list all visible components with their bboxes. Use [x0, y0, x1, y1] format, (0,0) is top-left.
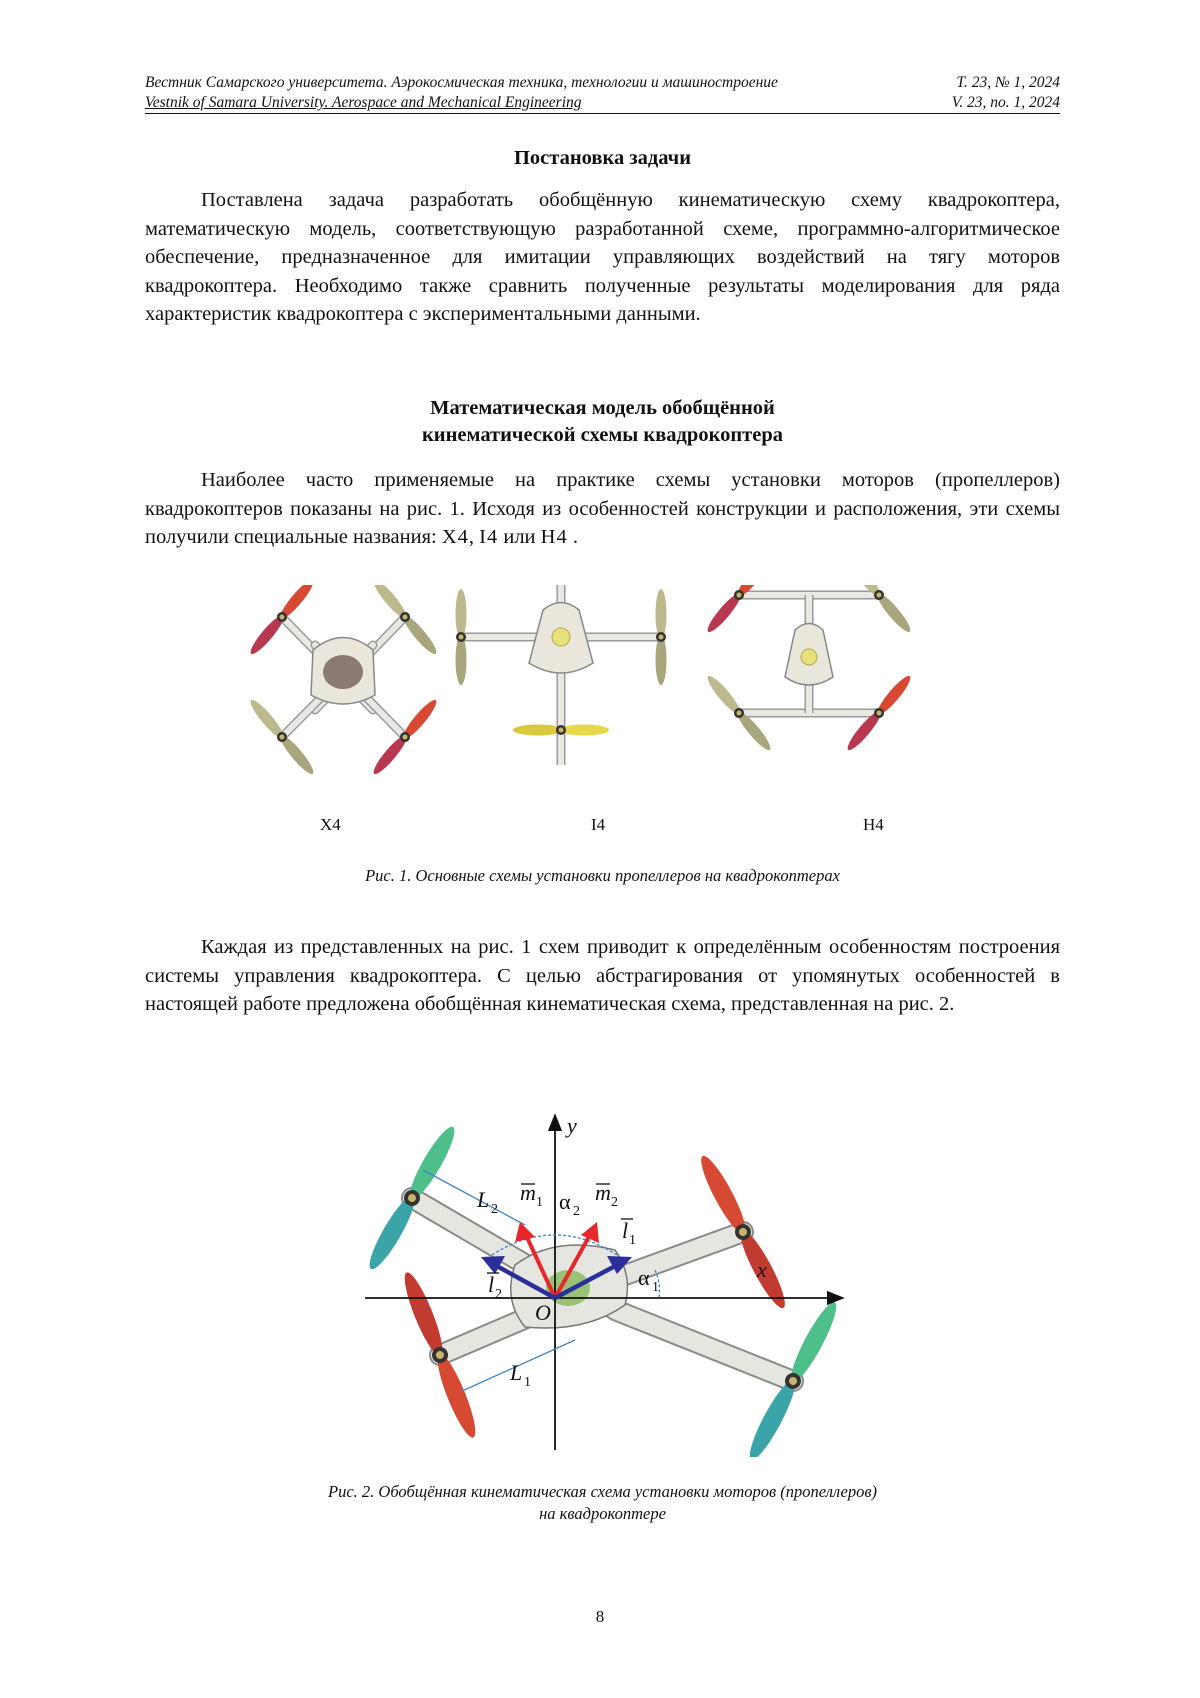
page-number: 8: [595, 1607, 605, 1626]
or-word: или: [498, 526, 541, 549]
figure-2-kinematic-scheme: [355, 1105, 855, 1457]
label-l1: l: [622, 1218, 629, 1243]
sentence-end: .: [567, 526, 578, 549]
label-alpha1-sub: 1: [652, 1280, 659, 1295]
x4-scheme: [247, 585, 440, 777]
label-m2-sub: 2: [611, 1195, 618, 1210]
h4-scheme: [704, 585, 914, 753]
paragraph-problem: Поставлена задача разработать обобщённую кинематическую схему квадрокоптера, математическую модель, соответствующую разработанной схеме, программно-алгоритмическое обеспечение, предназначенное для имитации управляющих воздействий на тягу моторов квадрокоптера. Необходимо также сравнить полученные результаты моделирования для ряда характеристик квадрокоптера с экспериментальными данными.: [145, 189, 1060, 326]
section-title-line1: Математическая модель обобщённой: [430, 397, 775, 419]
figure-2-caption: [145, 1481, 1060, 1525]
figure-2-caption-line1: Рис. 2. Обобщённая кинематическая схема установки моторов (пропеллеров): [328, 1482, 877, 1501]
label-alpha2: α: [559, 1189, 571, 1214]
figure-1-caption: Рис. 1. Основные схемы установки пропеллеров на квадрокоптерах: [365, 866, 840, 885]
fig1-label-i4: I4: [591, 815, 606, 834]
scheme-h4: H4: [540, 526, 568, 549]
label-alpha2-sub: 2: [573, 1204, 580, 1219]
i4-scheme: [456, 585, 667, 765]
journal-title-en: Vestnik of Samara University. Aerospace and Mechanical Engineering: [145, 94, 582, 111]
scheme-x4: X4: [441, 526, 469, 549]
label-m1: m: [520, 1180, 536, 1205]
volume-ru: Т. 23, № 1, 2024: [956, 74, 1060, 91]
label-l1-sub: 1: [629, 1233, 636, 1248]
journal-title-ru: Вестник Самарского университета. Аэрокосмическая техника, технологии и машиностроение: [145, 74, 778, 91]
label-L2: L: [477, 1187, 490, 1212]
label-l2-sub: 2: [495, 1287, 502, 1302]
section-title-model: [145, 395, 1060, 449]
label-m2: m: [595, 1180, 611, 1205]
section-title-line2: кинематической схемы квадрокоптера: [421, 424, 784, 446]
figure-1-schemes: [225, 585, 985, 820]
running-header-en: [145, 93, 1060, 114]
label-L1: L: [510, 1360, 523, 1385]
volume-en: V. 23, no. 1, 2024: [951, 94, 1060, 111]
section-title-problem: Постановка задачи: [513, 147, 692, 169]
label-L2-sub: 2: [491, 1202, 498, 1217]
scheme-i4: I4: [479, 526, 499, 549]
paragraph-schemes-text: Наиболее часто применяемые на практике схемы установки моторов (пропеллеров) квадрокоптеров показаны на рис. 1. Исходя из особенностей конструкции и расположения, эти схемы получили специальные названия:: [145, 469, 1060, 549]
fig1-label-h4: H4: [863, 815, 884, 834]
sep-1: ,: [468, 526, 480, 549]
label-L1-sub: 1: [524, 1375, 531, 1390]
label-m1-sub: 1: [536, 1195, 543, 1210]
label-origin: O: [535, 1300, 551, 1325]
figure-2-caption-line2: на квадрокоптере: [539, 1504, 666, 1523]
fig1-label-x4: X4: [320, 815, 341, 834]
label-x: x: [757, 1257, 767, 1282]
label-l2: l: [488, 1272, 495, 1297]
label-y: y: [567, 1113, 577, 1138]
label-alpha1: α: [638, 1265, 650, 1290]
paragraph-schemes: [145, 466, 1060, 552]
running-header-ru: [145, 73, 1060, 92]
paragraph-generalized: Каждая из представленных на рис. 1 схем приводит к определённым особенностям построения системы управления квадрокоптера. С целью абстрагирования от упомянутых особенностей в настоящей работе предложена обобщённая кинематическая схема, представленная на рис. 2.: [145, 936, 1060, 1016]
